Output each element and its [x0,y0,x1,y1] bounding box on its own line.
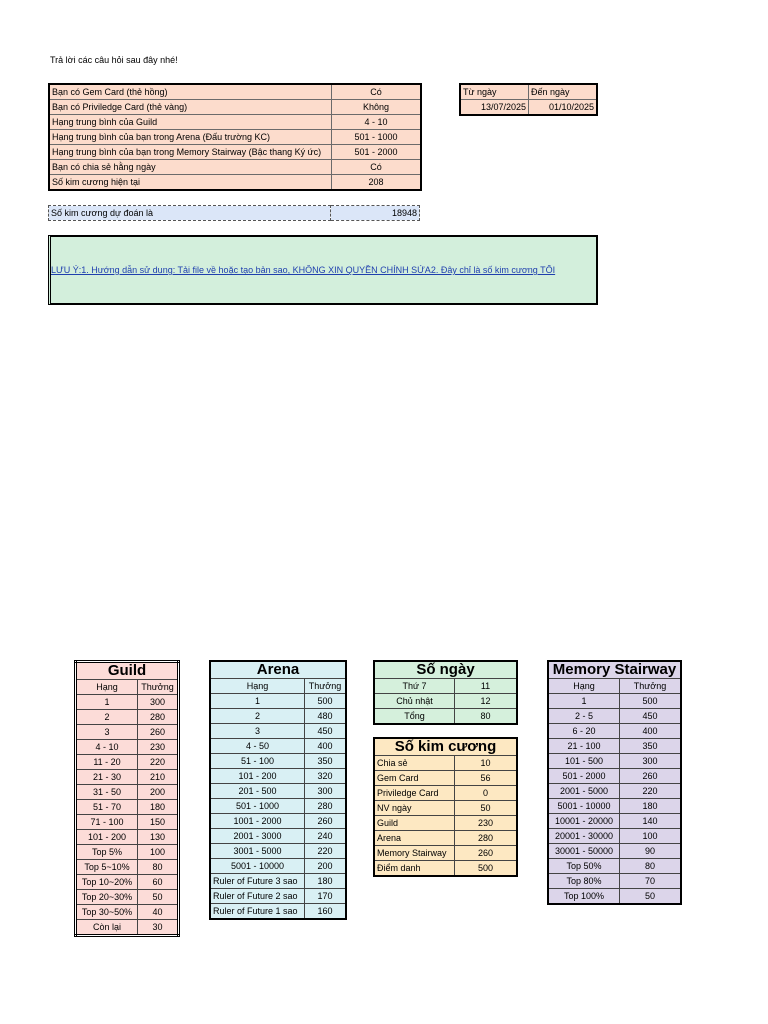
guild-value-cell: 180 [138,800,179,815]
question-cell: Bạn có Gem Card (thẻ hồng) [49,84,332,100]
arena-label-cell: 51 - 100 [210,754,305,769]
arena-value-cell: 320 [305,769,347,784]
arena-row [210,829,346,844]
answer-cell[interactable]: 4 - 10 [332,115,422,130]
arena-label-cell: Ruler of Future 3 sao [210,874,305,889]
guild-value-cell: 230 [138,740,179,755]
days-row [374,679,517,694]
diamond-row [374,756,517,771]
from-date-label: Từ ngày [460,84,529,100]
survey-row [49,160,421,175]
survey-row [49,84,421,100]
arena-row [210,859,346,874]
memory-label-cell: 20001 - 30000 [548,829,620,844]
memory-title: Memory Stairway [548,661,681,679]
arena-label-cell: 2001 - 3000 [210,829,305,844]
arena-title: Arena [210,661,346,679]
diamond-label-cell: Memory Stairway [374,846,455,861]
survey-row [49,115,421,130]
days-value-cell: 12 [455,694,518,709]
memory-row [548,739,681,754]
note-link[interactable]: LƯU Ý:1. Hướng dẫn sử dụng: Tải file về hoặc tạo bản sao, KHÔNG XIN QUYỀN CHỈNH SỬA2. Đây chỉ là số kim cương TỐI [51,265,556,275]
guild-value-cell: 40 [138,905,179,920]
guild-header-row [76,680,179,695]
arena-value-cell: 170 [305,889,347,904]
note-box [48,235,598,305]
guild-label-cell: Top 10~20% [76,875,138,890]
answer-cell[interactable]: 501 - 1000 [332,130,422,145]
memory-value-cell: 100 [620,829,682,844]
memory-label-cell: Top 50% [548,859,620,874]
guild-title: Guild [76,662,179,680]
guild-row [76,905,179,920]
guild-label-cell: 1 [76,695,138,710]
arena-row [210,799,346,814]
arena-value-cell: 220 [305,844,347,859]
arena-value-cell: 480 [305,709,347,724]
memory-row [548,724,681,739]
answer-cell[interactable]: Có [332,160,422,175]
arena-title-row [210,661,346,679]
guild-label-cell: Top 5% [76,845,138,860]
days-row [374,709,517,725]
date-range-table [459,83,598,116]
column-header: Thưởng [138,680,179,695]
column-header: Hạng [548,679,620,694]
survey-row [49,100,421,115]
guild-row [76,920,179,936]
guild-row [76,815,179,830]
arena-row [210,739,346,754]
guild-table [74,660,180,937]
memory-label-cell: 1 [548,694,620,709]
diamond-row [374,801,517,816]
guild-label-cell: 101 - 200 [76,830,138,845]
memory-row [548,814,681,829]
memory-value-cell: 450 [620,709,682,724]
diamond-value-cell: 10 [455,756,518,771]
guild-row [76,800,179,815]
question-cell: Hạng trung bình của bạn trong Memory Stairway (Bậc thang Ký ức) [49,145,332,160]
answer-cell[interactable]: Có [332,84,422,100]
arena-label-cell: 3001 - 5000 [210,844,305,859]
guild-row [76,770,179,785]
memory-row [548,754,681,769]
diamond-value-cell: 230 [455,816,518,831]
memory-value-cell: 90 [620,844,682,859]
arena-row [210,709,346,724]
question-cell: Số kim cương hiện tại [49,175,332,191]
arena-row [210,904,346,920]
diamond-title-row [374,738,517,756]
guild-label-cell: Top 5~10% [76,860,138,875]
days-value-cell: 11 [455,679,518,694]
arena-value-cell: 200 [305,859,347,874]
guild-value-cell: 50 [138,890,179,905]
memory-header-row [548,679,681,694]
diamond-row [374,861,517,877]
memory-label-cell: 5001 - 10000 [548,799,620,814]
to-date-cell[interactable]: 01/10/2025 [529,100,598,116]
days-label-cell: Tổng [374,709,455,725]
days-value-cell: 80 [455,709,518,725]
memory-label-cell: 2 - 5 [548,709,620,724]
arena-label-cell: 2 [210,709,305,724]
memory-row [548,709,681,724]
guild-row [76,860,179,875]
arena-value-cell: 350 [305,754,347,769]
days-title-row [374,661,517,679]
memory-row [548,769,681,784]
prediction-row [49,206,420,221]
prediction-table [48,205,420,221]
arena-row [210,844,346,859]
guild-value-cell: 210 [138,770,179,785]
guild-row [76,710,179,725]
guild-value-cell: 150 [138,815,179,830]
arena-label-cell: 1 [210,694,305,709]
guild-label-cell: Top 20~30% [76,890,138,905]
diamond-row [374,771,517,786]
question-cell: Bạn có chia sẻ hằng ngày [49,160,332,175]
memory-label-cell: 21 - 100 [548,739,620,754]
days-row [374,694,517,709]
memory-stairway-table [547,660,682,905]
diamond-row [374,816,517,831]
diamond-label-cell: Chia sẻ [374,756,455,771]
guild-value-cell: 200 [138,785,179,800]
memory-label-cell: Top 100% [548,889,620,905]
guild-row [76,725,179,740]
arena-value-cell: 260 [305,814,347,829]
page-heading: Trả lời các câu hỏi sau đây nhé! [50,55,178,65]
memory-value-cell: 180 [620,799,682,814]
diamond-value-cell: 500 [455,861,518,877]
diamond-label-cell: Priviledge Card [374,786,455,801]
column-header: Thưởng [305,679,347,694]
arena-value-cell: 160 [305,904,347,920]
memory-value-cell: 140 [620,814,682,829]
prediction-label: Số kim cương dự đoán là [49,206,331,221]
memory-row [548,889,681,905]
diamond-label-cell: Điểm danh [374,861,455,877]
arena-row [210,724,346,739]
guild-label-cell: 31 - 50 [76,785,138,800]
arena-row [210,874,346,889]
guild-label-cell: 3 [76,725,138,740]
arena-label-cell: 1001 - 2000 [210,814,305,829]
guild-row [76,830,179,845]
arena-value-cell: 500 [305,694,347,709]
memory-value-cell: 350 [620,739,682,754]
diamond-row [374,831,517,846]
column-header: Hạng [210,679,305,694]
memory-label-cell: Top 80% [548,874,620,889]
arena-label-cell: 101 - 200 [210,769,305,784]
memory-row [548,694,681,709]
answer-cell[interactable]: 501 - 2000 [332,145,422,160]
arena-row [210,754,346,769]
memory-label-cell: 101 - 500 [548,754,620,769]
memory-title-row [548,661,681,679]
question-cell: Hạng trung bình của bạn trong Arena (Đấu trường KC) [49,130,332,145]
memory-label-cell: 30001 - 50000 [548,844,620,859]
diamond-label-cell: Guild [374,816,455,831]
guild-value-cell: 220 [138,755,179,770]
guild-label-cell: Còn lại [76,920,138,936]
diamond-label-cell: Gem Card [374,771,455,786]
to-date-label: Đến ngày [529,84,598,100]
question-cell: Bạn có Priviledge Card (thẻ vàng) [49,100,332,115]
guild-label-cell: 21 - 30 [76,770,138,785]
memory-row [548,799,681,814]
memory-label-cell: 501 - 2000 [548,769,620,784]
diamond-value-cell: 56 [455,771,518,786]
answer-cell[interactable]: 208 [332,175,422,191]
arena-label-cell: 4 - 50 [210,739,305,754]
guild-label-cell: 11 - 20 [76,755,138,770]
guild-label-cell: 2 [76,710,138,725]
guild-row [76,875,179,890]
memory-value-cell: 400 [620,724,682,739]
from-date-cell[interactable]: 13/07/2025 [460,100,529,116]
diamond-value-cell: 50 [455,801,518,816]
arena-label-cell: 3 [210,724,305,739]
arena-value-cell: 280 [305,799,347,814]
survey-table [48,83,422,191]
answer-cell[interactable]: Không [332,100,422,115]
guild-value-cell: 100 [138,845,179,860]
guild-row [76,755,179,770]
arena-value-cell: 400 [305,739,347,754]
guild-row [76,740,179,755]
memory-row [548,859,681,874]
arena-label-cell: 501 - 1000 [210,799,305,814]
guild-row [76,695,179,710]
memory-value-cell: 300 [620,754,682,769]
survey-row [49,130,421,145]
days-label-cell: Thứ 7 [374,679,455,694]
guild-value-cell: 260 [138,725,179,740]
memory-value-cell: 220 [620,784,682,799]
guild-value-cell: 80 [138,860,179,875]
arena-value-cell: 240 [305,829,347,844]
memory-value-cell: 260 [620,769,682,784]
arena-value-cell: 450 [305,724,347,739]
arena-value-cell: 180 [305,874,347,889]
guild-value-cell: 30 [138,920,179,936]
arena-row [210,694,346,709]
arena-label-cell: 5001 - 10000 [210,859,305,874]
date-value-row [460,100,597,116]
diamond-label-cell: Arena [374,831,455,846]
guild-value-cell: 130 [138,830,179,845]
column-header: Hạng [76,680,138,695]
diamond-value-cell: 260 [455,846,518,861]
memory-row [548,829,681,844]
arena-table [209,660,347,920]
guild-row [76,845,179,860]
memory-label-cell: 6 - 20 [548,724,620,739]
arena-row [210,814,346,829]
arena-label-cell: Ruler of Future 2 sao [210,889,305,904]
diamond-title: Số kim cương [374,738,517,756]
memory-value-cell: 80 [620,859,682,874]
arena-row [210,769,346,784]
memory-label-cell: 10001 - 20000 [548,814,620,829]
guild-label-cell: 4 - 10 [76,740,138,755]
guild-label-cell: 51 - 70 [76,800,138,815]
memory-value-cell: 70 [620,874,682,889]
survey-row [49,145,421,160]
column-header: Thưởng [620,679,682,694]
diamond-row [374,786,517,801]
guild-row [76,890,179,905]
memory-row [548,784,681,799]
memory-row [548,844,681,859]
days-title: Số ngày [374,661,517,679]
arena-row [210,889,346,904]
prediction-value: 18948 [331,206,420,221]
guild-row [76,785,179,800]
arena-row [210,784,346,799]
days-table [373,660,518,725]
arena-label-cell: 201 - 500 [210,784,305,799]
guild-value-cell: 300 [138,695,179,710]
diamond-table [373,737,518,877]
arena-value-cell: 300 [305,784,347,799]
guild-value-cell: 60 [138,875,179,890]
guild-label-cell: Top 30~50% [76,905,138,920]
arena-header-row [210,679,346,694]
diamond-value-cell: 280 [455,831,518,846]
guild-value-cell: 280 [138,710,179,725]
guild-title-row [76,662,179,680]
diamond-label-cell: NV ngày [374,801,455,816]
date-header-row [460,84,597,100]
diamond-row [374,846,517,861]
question-cell: Hạng trung bình của Guild [49,115,332,130]
diamond-value-cell: 0 [455,786,518,801]
memory-row [548,874,681,889]
days-label-cell: Chủ nhật [374,694,455,709]
memory-value-cell: 50 [620,889,682,905]
survey-row [49,175,421,191]
arena-label-cell: Ruler of Future 1 sao [210,904,305,920]
memory-label-cell: 2001 - 5000 [548,784,620,799]
memory-value-cell: 500 [620,694,682,709]
guild-label-cell: 71 - 100 [76,815,138,830]
